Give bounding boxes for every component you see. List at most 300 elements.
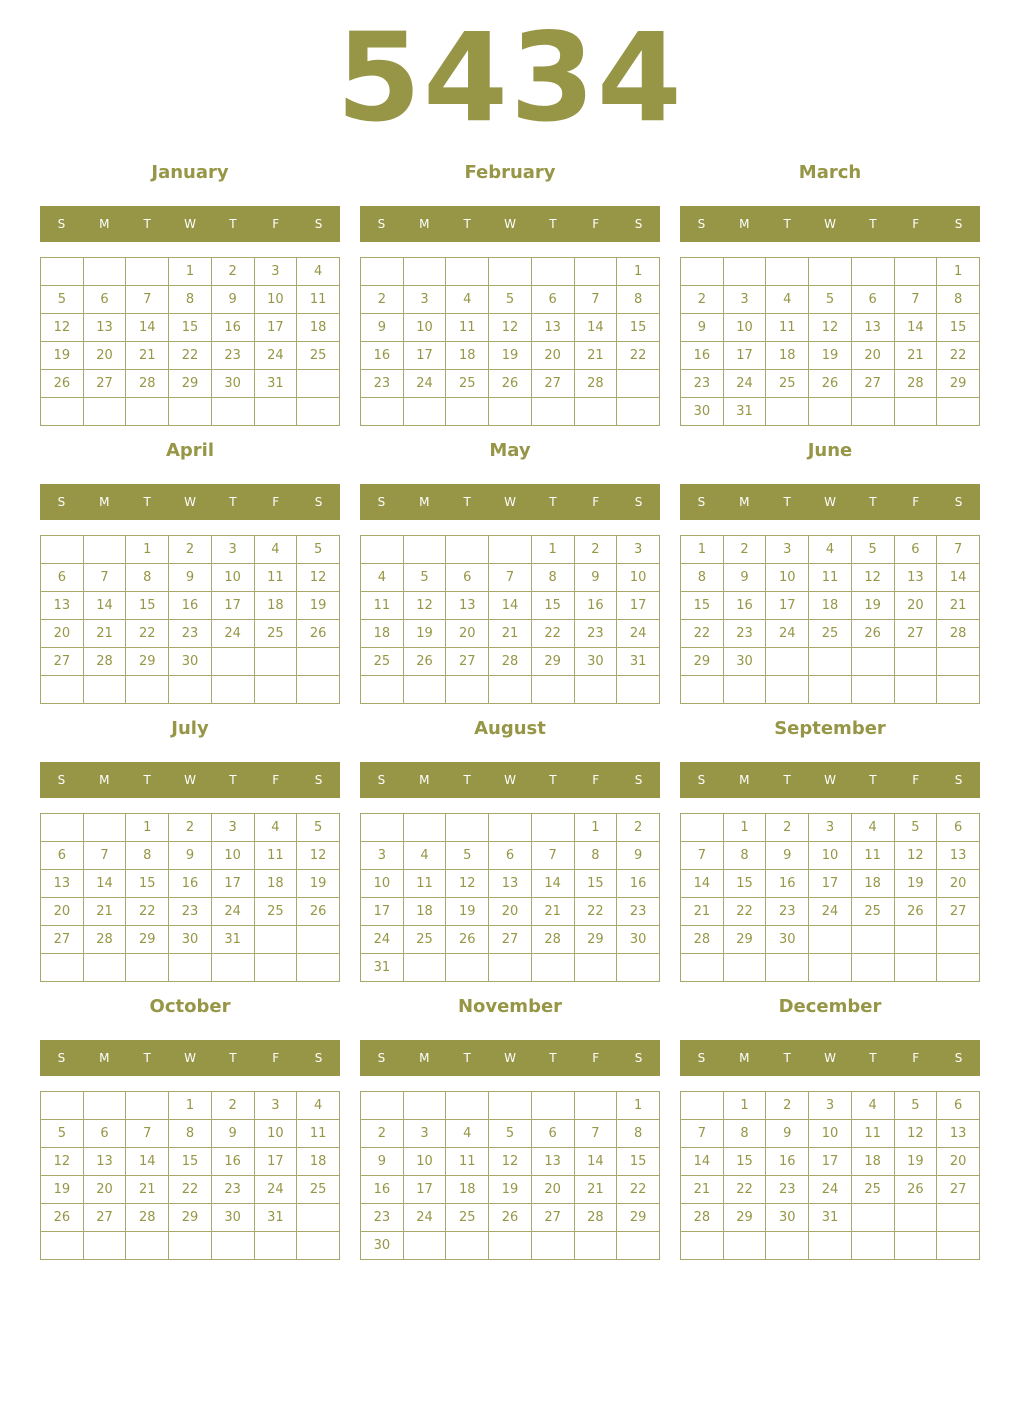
day-cell: 1	[723, 814, 766, 842]
day-cell: 1	[169, 258, 212, 286]
day-cell	[169, 954, 212, 982]
day-grid	[360, 257, 660, 426]
day-cell: 14	[894, 314, 937, 342]
day-cell: 28	[126, 370, 169, 398]
day-cell: 4	[254, 814, 297, 842]
weekday-label: F	[592, 1051, 600, 1065]
day-cell	[83, 954, 126, 982]
day-cell: 19	[446, 898, 489, 926]
day-cell: 6	[531, 1120, 574, 1148]
day-cell: 22	[169, 342, 212, 370]
week-row	[361, 870, 660, 898]
day-cell: 26	[894, 1176, 937, 1204]
day-cell: 25	[297, 1176, 340, 1204]
day-cell	[489, 676, 532, 704]
week-row	[361, 814, 660, 842]
day-cell: 9	[766, 1120, 809, 1148]
day-cell	[361, 814, 404, 842]
day-cell: 17	[254, 314, 297, 342]
day-cell: 14	[937, 564, 980, 592]
day-cell: 8	[617, 286, 660, 314]
day-cell	[894, 648, 937, 676]
day-cell	[681, 1232, 724, 1260]
week-row	[681, 592, 980, 620]
day-cell: 6	[894, 536, 937, 564]
day-cell: 16	[574, 592, 617, 620]
day-grid	[40, 257, 340, 426]
weekday-header	[360, 762, 660, 798]
day-cell	[809, 926, 852, 954]
weekday-label: M	[99, 1051, 110, 1065]
day-cell	[766, 648, 809, 676]
day-cell: 7	[489, 564, 532, 592]
day-cell	[446, 954, 489, 982]
weekday-label: M	[99, 495, 110, 509]
day-cell	[489, 1092, 532, 1120]
day-cell: 21	[126, 342, 169, 370]
day-cell: 6	[489, 842, 532, 870]
week-row	[41, 1092, 340, 1120]
day-cell: 26	[297, 898, 340, 926]
week-row	[361, 342, 660, 370]
day-cell	[41, 676, 84, 704]
week-row	[41, 536, 340, 564]
day-cell: 25	[766, 370, 809, 398]
day-cell: 24	[361, 926, 404, 954]
weekday-label: T	[783, 773, 791, 787]
day-cell: 2	[617, 814, 660, 842]
day-cell: 5	[297, 814, 340, 842]
weekday-label: T	[783, 495, 791, 509]
day-cell: 7	[681, 842, 724, 870]
day-cell: 4	[403, 842, 446, 870]
week-row	[41, 1232, 340, 1260]
day-cell	[574, 398, 617, 426]
week-row	[41, 648, 340, 676]
weekday-label: F	[272, 773, 280, 787]
day-cell: 12	[297, 842, 340, 870]
day-cell	[403, 1092, 446, 1120]
day-cell	[851, 1232, 894, 1260]
weekday-label: F	[272, 1051, 280, 1065]
day-cell: 24	[211, 620, 254, 648]
day-cell	[446, 1092, 489, 1120]
day-cell: 23	[681, 370, 724, 398]
day-cell: 10	[211, 842, 254, 870]
day-cell	[851, 954, 894, 982]
day-cell: 29	[937, 370, 980, 398]
day-cell	[83, 398, 126, 426]
day-cell: 31	[617, 648, 660, 676]
day-cell	[446, 536, 489, 564]
day-cell: 14	[126, 1148, 169, 1176]
day-cell: 9	[169, 564, 212, 592]
day-cell	[126, 398, 169, 426]
day-cell: 20	[83, 1176, 126, 1204]
day-cell	[574, 1092, 617, 1120]
week-row	[681, 342, 980, 370]
day-cell: 2	[766, 1092, 809, 1120]
day-cell: 17	[617, 592, 660, 620]
weekday-header	[360, 206, 660, 242]
week-row	[41, 1176, 340, 1204]
day-cell	[83, 536, 126, 564]
day-cell: 6	[937, 814, 980, 842]
day-cell	[361, 676, 404, 704]
day-cell: 18	[297, 314, 340, 342]
day-cell: 23	[211, 342, 254, 370]
day-cell: 12	[489, 1148, 532, 1176]
day-cell	[937, 398, 980, 426]
weekday-label: T	[783, 1051, 791, 1065]
day-cell: 13	[83, 1148, 126, 1176]
day-cell: 22	[574, 898, 617, 926]
day-cell: 1	[681, 536, 724, 564]
day-cell	[403, 258, 446, 286]
day-cell: 14	[681, 870, 724, 898]
day-cell: 15	[617, 1148, 660, 1176]
day-cell: 16	[681, 342, 724, 370]
day-cell: 19	[41, 342, 84, 370]
day-cell: 3	[361, 842, 404, 870]
day-cell: 30	[361, 1232, 404, 1260]
day-cell: 4	[361, 564, 404, 592]
day-cell	[41, 536, 84, 564]
day-cell: 8	[126, 564, 169, 592]
day-cell: 30	[211, 370, 254, 398]
day-cell: 11	[851, 1120, 894, 1148]
weekday-label: M	[739, 495, 750, 509]
day-cell: 9	[361, 314, 404, 342]
weekday-header	[40, 206, 340, 242]
day-cell	[446, 676, 489, 704]
weekday-label: T	[229, 217, 237, 231]
day-cell: 15	[531, 592, 574, 620]
day-cell	[894, 1232, 937, 1260]
day-cell: 16	[766, 1148, 809, 1176]
day-cell: 12	[41, 1148, 84, 1176]
day-cell: 29	[723, 926, 766, 954]
day-cell	[617, 398, 660, 426]
day-cell: 26	[894, 898, 937, 926]
day-cell: 11	[809, 564, 852, 592]
day-cell	[531, 814, 574, 842]
day-cell: 6	[531, 286, 574, 314]
day-cell: 29	[169, 370, 212, 398]
weekday-label: M	[419, 495, 430, 509]
week-row	[361, 1204, 660, 1232]
weekday-header	[680, 484, 980, 520]
day-cell: 29	[681, 648, 724, 676]
week-row	[681, 564, 980, 592]
weekday-label: S	[377, 1051, 386, 1065]
weekday-label: F	[912, 773, 920, 787]
week-row	[681, 926, 980, 954]
weekday-label: T	[549, 1051, 557, 1065]
day-cell: 28	[574, 1204, 617, 1232]
week-row	[681, 536, 980, 564]
day-cell: 20	[531, 342, 574, 370]
day-cell	[297, 926, 340, 954]
day-cell	[681, 258, 724, 286]
day-cell: 12	[489, 314, 532, 342]
week-row	[681, 314, 980, 342]
weekday-label: F	[272, 217, 280, 231]
weekday-label: M	[419, 217, 430, 231]
day-cell: 23	[766, 898, 809, 926]
weekday-label: S	[697, 1051, 706, 1065]
day-cell	[489, 954, 532, 982]
day-cell	[766, 258, 809, 286]
day-cell: 22	[937, 342, 980, 370]
day-cell	[361, 1092, 404, 1120]
day-cell: 12	[894, 1120, 937, 1148]
day-cell	[681, 1092, 724, 1120]
day-cell: 9	[574, 564, 617, 592]
day-cell: 19	[297, 870, 340, 898]
day-cell: 23	[169, 898, 212, 926]
day-cell: 14	[574, 1148, 617, 1176]
day-cell: 17	[361, 898, 404, 926]
day-cell: 18	[254, 592, 297, 620]
week-row	[41, 898, 340, 926]
day-cell: 14	[83, 592, 126, 620]
day-cell: 6	[83, 286, 126, 314]
week-row	[361, 842, 660, 870]
day-cell	[297, 398, 340, 426]
day-cell: 10	[617, 564, 660, 592]
day-cell: 6	[41, 842, 84, 870]
day-grid	[40, 535, 340, 704]
weekday-label: T	[869, 773, 877, 787]
weekday-label: T	[143, 495, 151, 509]
weekday-header	[680, 1040, 980, 1076]
day-cell: 22	[681, 620, 724, 648]
day-cell	[126, 676, 169, 704]
day-cell: 10	[211, 564, 254, 592]
day-cell	[723, 676, 766, 704]
day-cell: 26	[403, 648, 446, 676]
day-cell: 16	[211, 1148, 254, 1176]
weekday-label: F	[592, 773, 600, 787]
day-cell: 11	[254, 564, 297, 592]
month-name: February	[464, 162, 556, 183]
day-cell: 15	[169, 1148, 212, 1176]
day-cell: 13	[41, 870, 84, 898]
day-cell: 1	[126, 536, 169, 564]
day-cell: 25	[851, 1176, 894, 1204]
day-grid	[680, 535, 980, 704]
day-cell: 5	[894, 1092, 937, 1120]
week-row	[41, 258, 340, 286]
day-cell: 24	[403, 1204, 446, 1232]
day-cell: 27	[531, 370, 574, 398]
day-cell: 27	[531, 1204, 574, 1232]
day-cell	[403, 536, 446, 564]
day-cell: 25	[297, 342, 340, 370]
weekday-label: T	[869, 1051, 877, 1065]
day-cell: 2	[723, 536, 766, 564]
day-cell: 19	[851, 592, 894, 620]
day-cell: 24	[254, 342, 297, 370]
day-cell: 8	[531, 564, 574, 592]
week-row	[361, 648, 660, 676]
day-cell: 17	[403, 1176, 446, 1204]
weekday-label: T	[229, 773, 237, 787]
day-cell: 6	[937, 1092, 980, 1120]
day-cell	[809, 258, 852, 286]
day-cell: 25	[254, 898, 297, 926]
weekday-label: W	[184, 773, 196, 787]
day-cell: 18	[297, 1148, 340, 1176]
day-cell: 29	[169, 1204, 212, 1232]
week-row	[681, 842, 980, 870]
day-cell	[894, 954, 937, 982]
day-cell	[681, 954, 724, 982]
day-cell: 19	[809, 342, 852, 370]
day-cell	[169, 676, 212, 704]
day-cell	[851, 676, 894, 704]
day-cell: 7	[83, 842, 126, 870]
day-cell: 21	[574, 342, 617, 370]
day-cell: 6	[851, 286, 894, 314]
day-cell: 1	[617, 258, 660, 286]
day-cell: 11	[766, 314, 809, 342]
day-cell: 11	[297, 1120, 340, 1148]
day-cell: 21	[894, 342, 937, 370]
day-cell: 23	[617, 898, 660, 926]
day-cell: 11	[361, 592, 404, 620]
day-cell	[211, 1232, 254, 1260]
day-cell: 22	[723, 1176, 766, 1204]
day-cell	[254, 954, 297, 982]
day-cell: 15	[723, 870, 766, 898]
day-cell: 13	[851, 314, 894, 342]
week-row	[681, 1204, 980, 1232]
week-row	[41, 398, 340, 426]
day-cell	[937, 926, 980, 954]
day-cell: 12	[809, 314, 852, 342]
day-cell: 1	[531, 536, 574, 564]
day-cell: 29	[531, 648, 574, 676]
day-cell: 6	[83, 1120, 126, 1148]
weekday-label: S	[634, 773, 643, 787]
day-cell: 1	[126, 814, 169, 842]
week-row	[41, 342, 340, 370]
day-cell: 12	[403, 592, 446, 620]
week-row	[361, 926, 660, 954]
day-cell: 10	[254, 286, 297, 314]
month-name: March	[798, 162, 862, 183]
day-cell: 20	[894, 592, 937, 620]
week-row	[361, 898, 660, 926]
weekday-header	[360, 484, 660, 520]
day-cell: 15	[169, 314, 212, 342]
weekday-label: M	[739, 1051, 750, 1065]
day-cell	[531, 1092, 574, 1120]
day-cell: 30	[766, 1204, 809, 1232]
day-cell: 27	[937, 1176, 980, 1204]
day-cell: 5	[809, 286, 852, 314]
weekday-label: S	[314, 495, 323, 509]
day-cell	[851, 1204, 894, 1232]
day-grid	[360, 1091, 660, 1260]
day-cell: 19	[297, 592, 340, 620]
day-cell	[83, 258, 126, 286]
day-cell: 9	[169, 842, 212, 870]
day-cell: 3	[254, 1092, 297, 1120]
day-cell: 4	[254, 536, 297, 564]
day-cell: 30	[617, 926, 660, 954]
weekday-label: S	[954, 495, 963, 509]
week-row	[681, 898, 980, 926]
day-cell	[574, 1232, 617, 1260]
weekday-label: F	[592, 495, 600, 509]
day-cell: 7	[531, 842, 574, 870]
day-cell	[41, 1092, 84, 1120]
day-cell: 28	[83, 648, 126, 676]
day-cell	[851, 648, 894, 676]
day-cell: 12	[851, 564, 894, 592]
weekday-label: S	[954, 217, 963, 231]
day-cell	[489, 258, 532, 286]
day-cell: 9	[361, 1148, 404, 1176]
weekday-header	[680, 762, 980, 798]
day-cell: 28	[937, 620, 980, 648]
weekday-label: S	[377, 217, 386, 231]
day-cell: 16	[169, 870, 212, 898]
day-cell: 3	[403, 1120, 446, 1148]
day-cell: 22	[531, 620, 574, 648]
day-cell	[766, 1232, 809, 1260]
day-cell	[531, 258, 574, 286]
day-cell: 9	[681, 314, 724, 342]
day-cell	[297, 1204, 340, 1232]
day-cell: 13	[41, 592, 84, 620]
day-cell: 3	[766, 536, 809, 564]
day-cell: 30	[169, 926, 212, 954]
week-row	[681, 620, 980, 648]
day-cell	[361, 536, 404, 564]
day-cell: 5	[894, 814, 937, 842]
day-cell: 16	[361, 342, 404, 370]
weekday-label: F	[272, 495, 280, 509]
day-cell: 1	[169, 1092, 212, 1120]
day-cell: 30	[766, 926, 809, 954]
day-cell	[126, 258, 169, 286]
day-cell: 22	[617, 1176, 660, 1204]
weekday-label: W	[504, 1051, 516, 1065]
day-cell: 18	[766, 342, 809, 370]
day-cell: 22	[723, 898, 766, 926]
day-cell: 1	[937, 258, 980, 286]
weekday-label: M	[99, 217, 110, 231]
day-cell	[489, 398, 532, 426]
day-cell: 25	[851, 898, 894, 926]
month-name: September	[774, 718, 886, 739]
day-cell	[894, 676, 937, 704]
weekday-header	[40, 1040, 340, 1076]
day-cell: 1	[723, 1092, 766, 1120]
day-cell: 18	[446, 1176, 489, 1204]
day-cell	[851, 926, 894, 954]
day-cell: 3	[254, 258, 297, 286]
weekday-header	[360, 1040, 660, 1076]
day-cell: 13	[83, 314, 126, 342]
day-cell: 9	[723, 564, 766, 592]
day-cell: 28	[489, 648, 532, 676]
weekday-label: S	[634, 217, 643, 231]
